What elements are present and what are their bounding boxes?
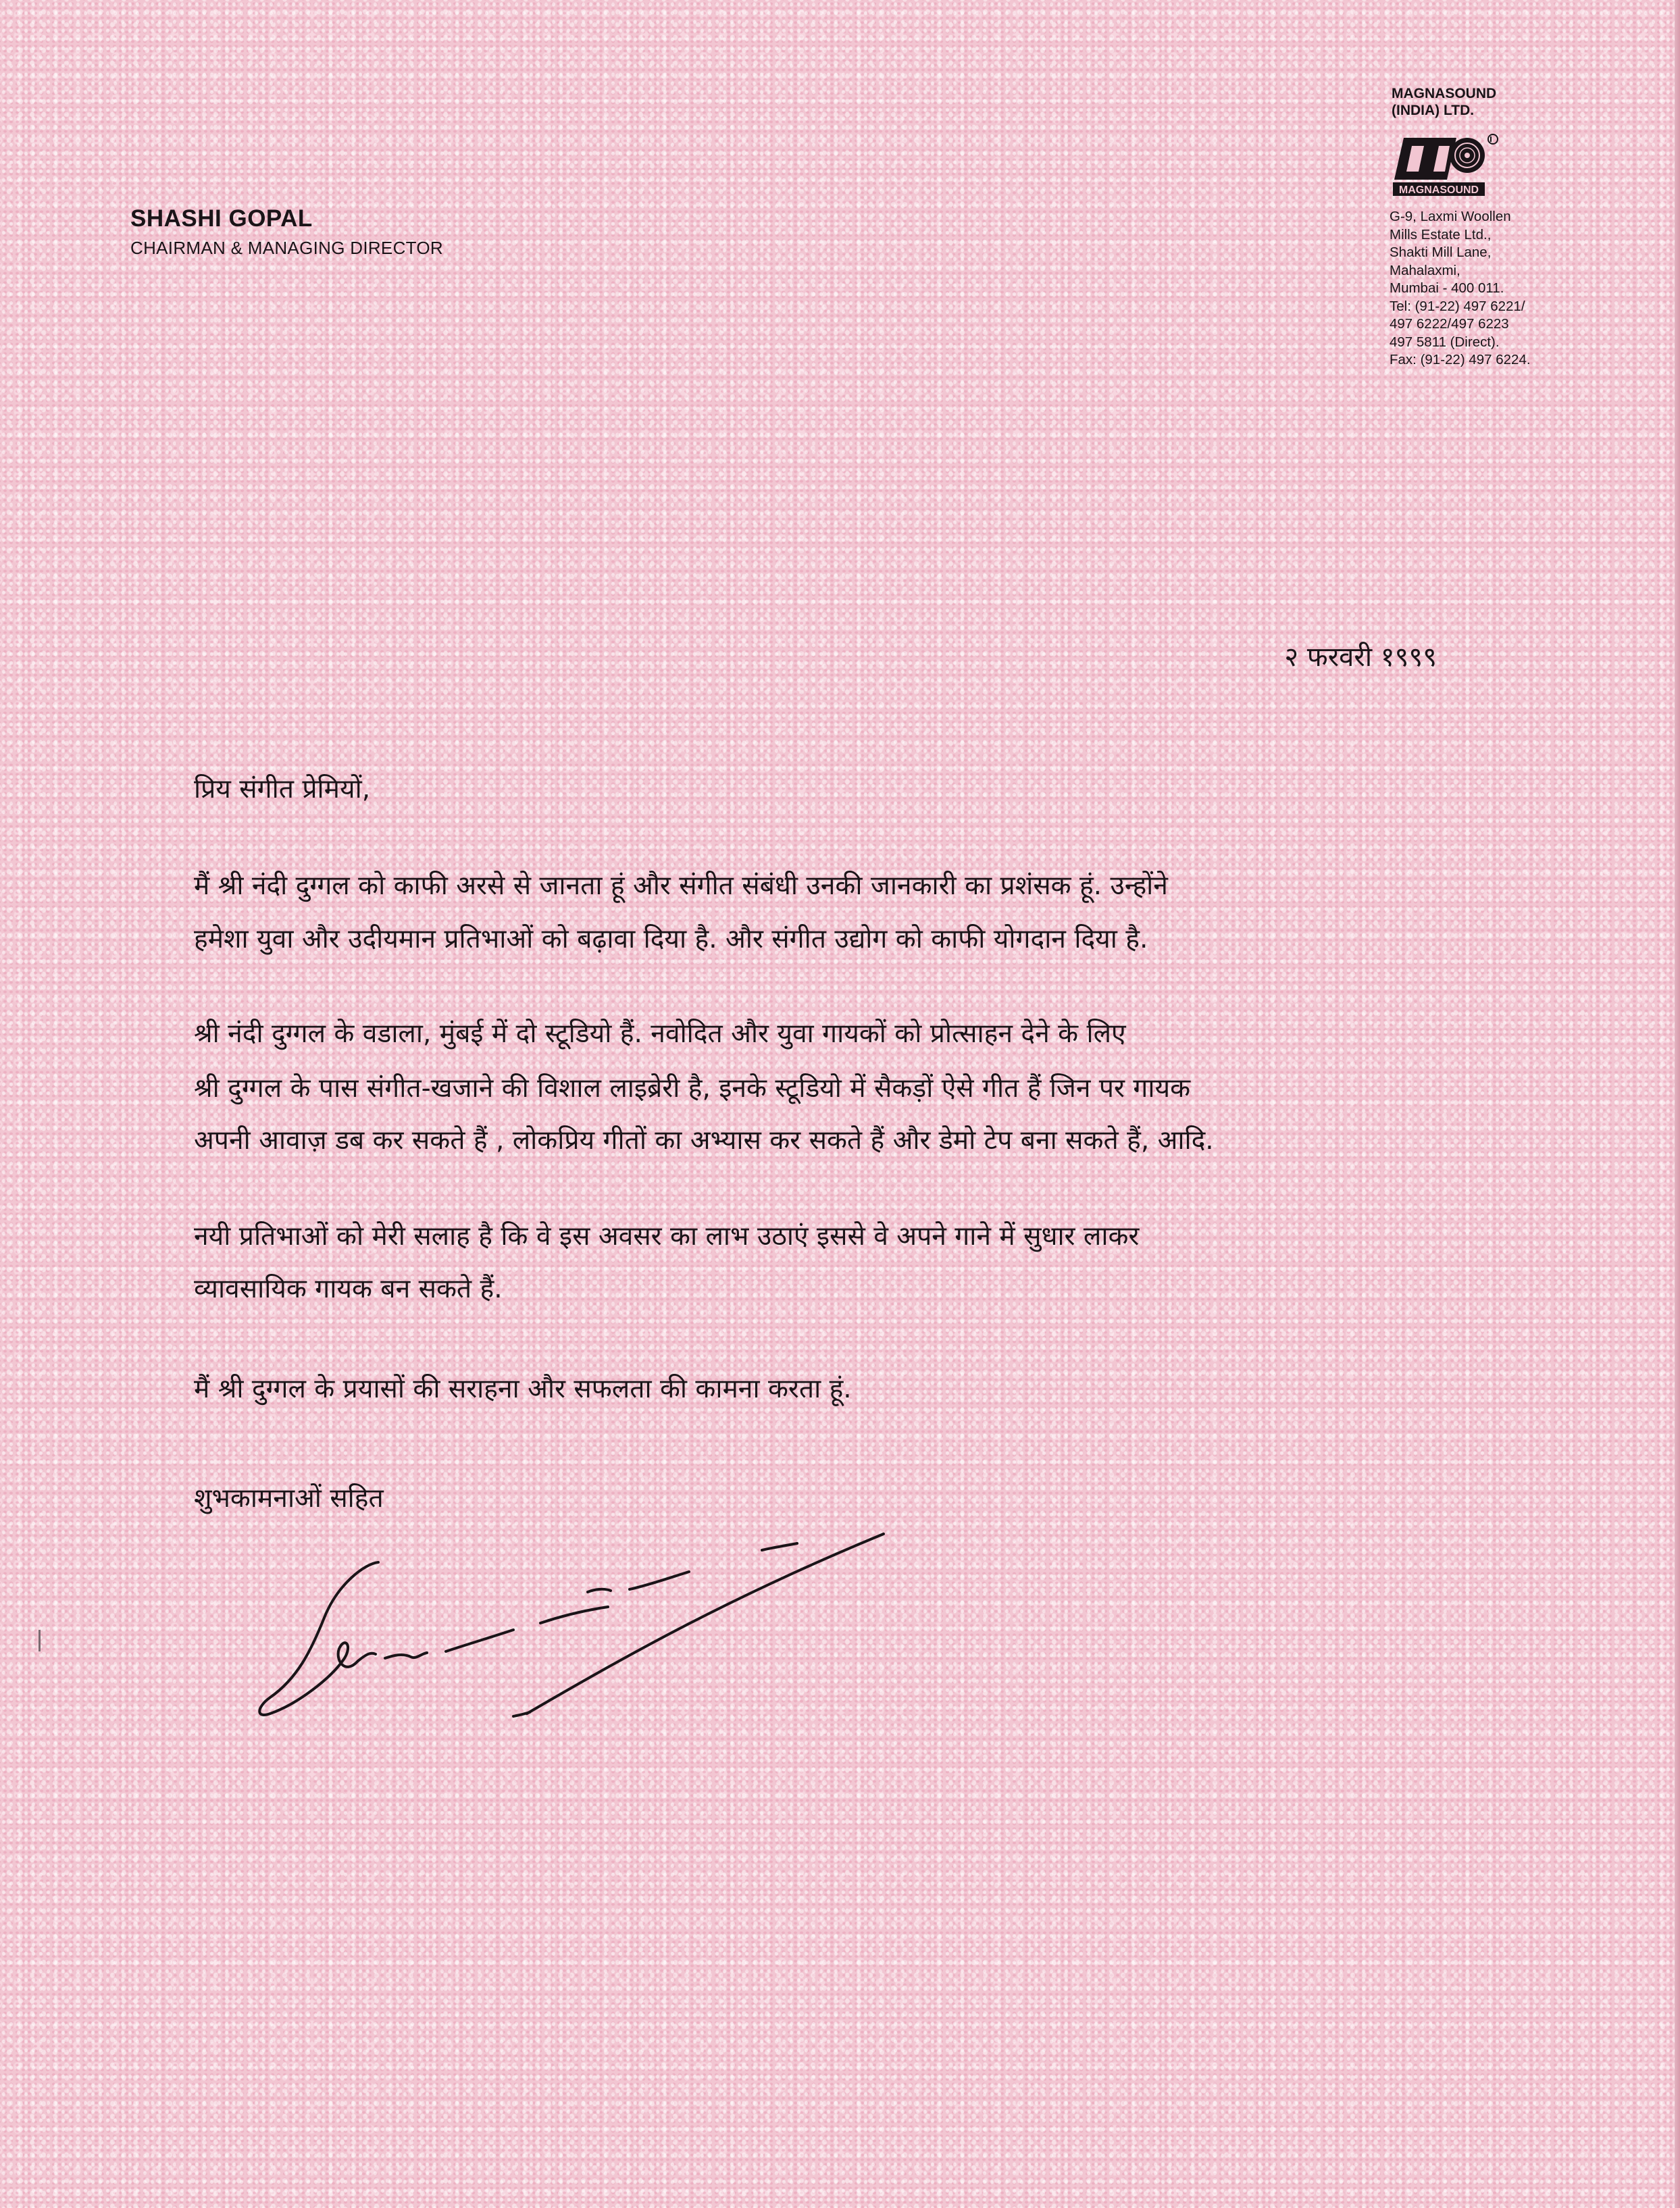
paragraph-2-line-1: श्री नंदी दुग्गल के वडाला, मुंबई में दो स्टूडियो हैं. नवोदित और युवा गायकों को प्रोत्साहन देने के लिए [194, 1019, 1126, 1049]
sender-title: CHAIRMAN & MANAGING DIRECTOR [130, 238, 443, 258]
handwritten-signature [243, 1516, 892, 1746]
paragraph-3-line-2: व्यावसायिक गायक बन सकते हैं. [194, 1274, 503, 1304]
company-name-line1: MAGNASOUND [1392, 86, 1497, 101]
address-line: 497 6222/497 6223 [1390, 316, 1509, 332]
address-line: Mumbai - 400 011. [1390, 280, 1504, 296]
magnasound-ms-logo [1392, 132, 1503, 197]
paragraph-4-line-1: मैं श्री दुग्गल के प्रयासों की सराहना और सफलता की कामना करता हूं. [194, 1374, 852, 1404]
address-line: Tel: (91-22) 497 6221/ [1390, 298, 1525, 314]
paragraph-1-line-2: हमेशा युवा और उदीयमान प्रतिभाओं को बढ़ावा दिया है. और संगीत उद्योग को काफी योगदान दिया है. [194, 924, 1148, 954]
logo-wordmark: MAGNASOUND [1398, 184, 1479, 196]
paragraph-3-line-1: नयी प्रतिभाओं को मेरी सलाह है कि वे इस अवसर का लाभ उठाएं इससे वे अपने गाने में सुधार लाकर [194, 1221, 1140, 1252]
company-name-line2: (INDIA) LTD. [1392, 103, 1475, 118]
paragraph-2-line-2: श्री दुग्गल के पास संगीत-खजाने की विशाल लाइब्रेरी है, इनके स्टूडियो में सैकड़ों ऐसे गीत हैं जिन पर गायक [194, 1073, 1191, 1104]
letter-date: २ फरवरी १९९९ [1284, 642, 1437, 673]
company-name [1392, 85, 1496, 119]
address-line: G-9, Laxmi Woollen [1390, 209, 1511, 224]
page-edge [1675, 0, 1680, 2208]
paragraph-2-line-3: अपनी आवाज़ डब कर सकते हैं , लोकप्रिय गीतों का अभ्यास कर सकते हैं और डेमो टेप बना सकते हैं, आदि. [194, 1125, 1214, 1156]
address-line: Fax: (91-22) 497 6224. [1390, 352, 1531, 367]
address-line: Mills Estate Ltd., [1390, 226, 1492, 242]
closing: शुभकामनाओं सहित [194, 1483, 384, 1514]
company-address [1390, 208, 1531, 369]
address-line: 497 5811 (Direct). [1390, 334, 1500, 350]
address-line: Mahalaxmi, [1390, 262, 1460, 278]
sender-name: SHASHI GOPAL [130, 205, 313, 232]
salutation: प्रिय संगीत प्रेमियों, [194, 774, 371, 804]
margin-mark [39, 1630, 41, 1651]
paragraph-1-line-1: मैं श्री नंदी दुग्गल को काफी अरसे से जानता हूं और संगीत संबंधी उनकी जानकारी का प्रशंसक हूं. उन्होंने [194, 871, 1168, 901]
address-line: Shakti Mill Lane, [1390, 245, 1492, 260]
